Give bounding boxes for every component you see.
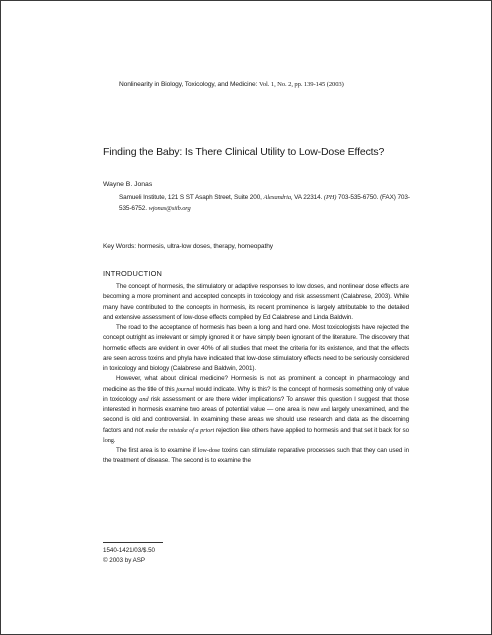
journal-name: Nonlinearity in Biology, Toxicology, and Medicine: [119,81,258,88]
paragraph-text: largely unexamined, and the second is old and controversial. In examining these areas we should use research and data as the discerning factors and not [103,406,409,434]
keywords: Key Words: hormesis, ultra-low doses, therapy, homeopathy [103,243,273,250]
paragraph-text: and [139,395,149,403]
paragraph-text: toxins can stimulate reparative processes such that they can used in the treatment of disease. The second is to examine the [103,447,409,465]
paragraph [103,374,409,446]
paragraph-text: journal [176,385,195,393]
volume-pages: Vol. 1, No. 2, pp. 139-145 (2003) [259,81,344,88]
paragraph-text: and [320,406,330,413]
paragraph-text: risk assessment or are there wider implications? To answer this question I suggest that those interested in hormesis examine two areas of potential value — one area is new [103,395,410,413]
footnote-rule [103,542,163,543]
article-title: Finding the Baby: Is There Clinical Utility to Low-Dose Effects? [103,146,385,158]
affiliation-phone-label: (PH) [323,194,337,201]
paragraph-text: The first area is to examine if [116,447,196,454]
paragraph [103,446,409,467]
running-head [119,81,409,88]
affiliation-address: Samueli Institute, 121 S ST Asaph Street, Suite 200, [119,194,262,201]
paragraph: The road to the acceptance of hormesis has been a long and hard one. Most toxicologists have rejected the concept outright as irrelevant or simply ignored it or have simply been ignorant of the literature. The discovery that hormetic effects are evident in over 40% of all studies that meet the criteria for its existence, and that the effects are seen across toxins and phyla have indicated that low-dose stimulatory effects need to be seriously considered in toxicology and biology (Calabrese and Baldwin, 2001). [103,324,409,372]
affiliation-phone-fax: 703-535-6750. (FAX) 703-535-6752. [119,194,410,212]
paragraph: The concept of hormesis, the stimulatory or adaptive responses to low doses, and nonlinear dose effects are becoming a more prominent and accepted concepts in toxicology and risk assessment (Calabrese, 2003). While many have contributed to the concepts in hormesis, its recent prominence is largely attributable to the detailed and extensive assessment of low-dose effects compiled by Ed Calabrese and Linda Baldwin. [103,283,409,321]
paragraph-text: make the mistake of a priori [145,426,215,434]
copyright-notice: © 2003 by ASP [103,557,146,564]
issn-price: 1540-1421/03/$.50 [103,547,155,554]
author-affiliation [119,192,414,214]
affiliation-email: wjonas@siib.org [148,205,191,212]
affiliation-state-zip: VA 22314. [294,194,323,201]
paragraph-text: rejection like others have applied to hormesis and that set it back for so [216,426,409,434]
paragraph-text: long. [103,436,116,444]
paragraph-text: low-dose [197,447,220,454]
body-text [103,282,409,467]
paragraph-text: However, what about clinical medicine? Hormesis is not as prominent a concept in pharmacology and medicine as the title of this [103,375,409,393]
paragraph-text: would indicate. Why is this? Is the concept of hormesis something only of value in toxicology [103,385,409,403]
affiliation-city: Alexandria, [263,194,293,201]
section-heading: INTRODUCTION [103,269,163,278]
author-name: Wayne B. Jonas [103,181,153,188]
